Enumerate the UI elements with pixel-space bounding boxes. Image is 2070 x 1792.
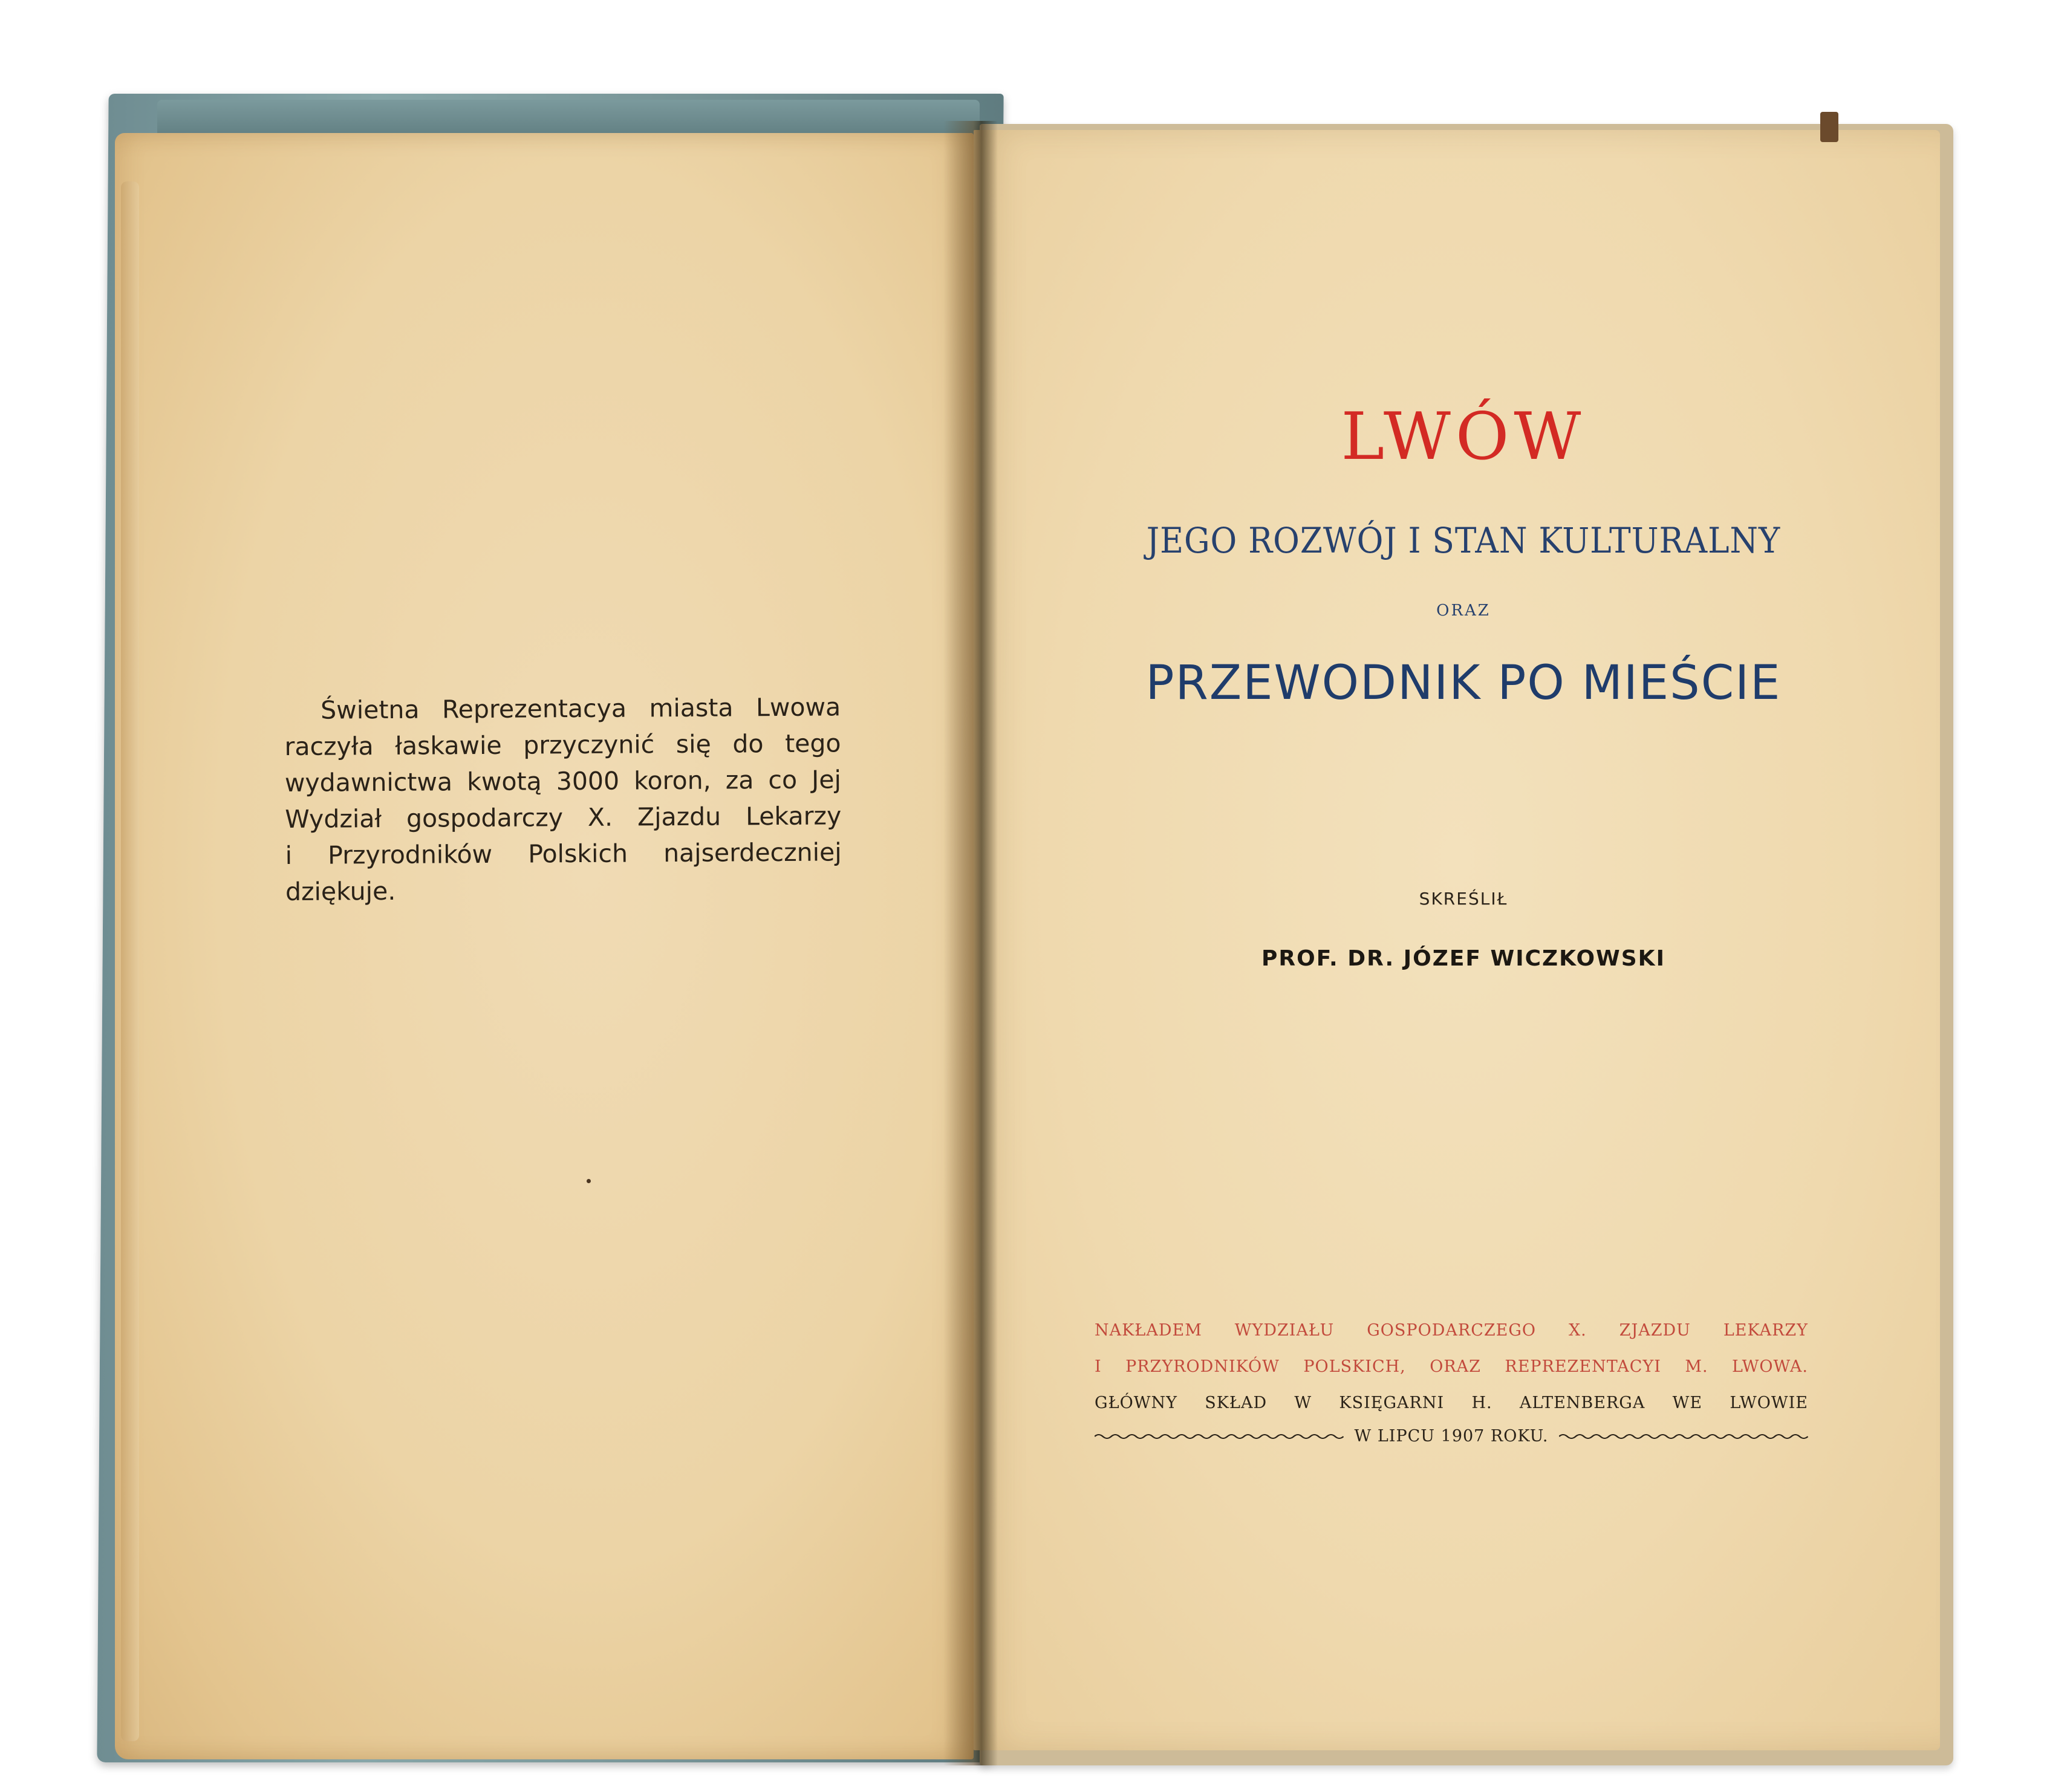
imprint-line: NAKŁADEM WYDZIAŁU GOSPODARCZEGO X. ZJAZDU LEKARZY [1095,1321,1808,1340]
dedication-text [284,689,842,910]
imprint-date: W LIPCU 1907 ROKU. [1354,1427,1549,1446]
dedication-line: Wydział gospodarczy X. Zjazdu Lekarzy [285,801,842,834]
author-name: PROF. DR. JÓZEF WICZKOWSKI [1261,946,1665,971]
dedication-line: Świetna Reprezentacya miasta Lwowa [321,692,841,725]
book-subtitle: JEGO ROZWÓJ I STAN KULTURALNY [1146,520,1781,561]
bookmark-tab [1820,112,1838,142]
book-title: LWÓW [1341,399,1586,475]
ornament-rule-left [1095,1432,1344,1441]
dedication-line: i Przyrodników Polskich najserdeczniej [285,837,842,870]
right-page [974,130,1940,1750]
left-page-edge [121,181,139,1741]
ornament-rule-right [1559,1432,1808,1441]
left-page [115,133,974,1759]
dedication-line: dziękuje. [285,876,396,906]
imprint-line: GŁÓWNY SKŁAD W KSIĘGARNI H. ALTENBERGA WE LWOWIE [1095,1394,1808,1412]
imprint-date-row [1095,1427,1808,1446]
author-intro: SKREŚLIŁ [1419,889,1508,909]
guide-title: PRZEWODNIK PO MIEŚCIE [1145,656,1782,710]
title-conjunction: ORAZ [1436,602,1491,620]
imprint-line: I PRZYRODNIKÓW POLSKICH, ORAZ REPREZENTACYI M. LWOWA. [1095,1357,1808,1376]
dedication-line: raczyła łaskawie przyczynić się do tego [284,729,841,761]
dedication-line: wydawnictwa kwotą 3000 koron, za co Jej [284,765,842,797]
book-gutter [943,121,998,1765]
ink-speck [587,1179,591,1183]
